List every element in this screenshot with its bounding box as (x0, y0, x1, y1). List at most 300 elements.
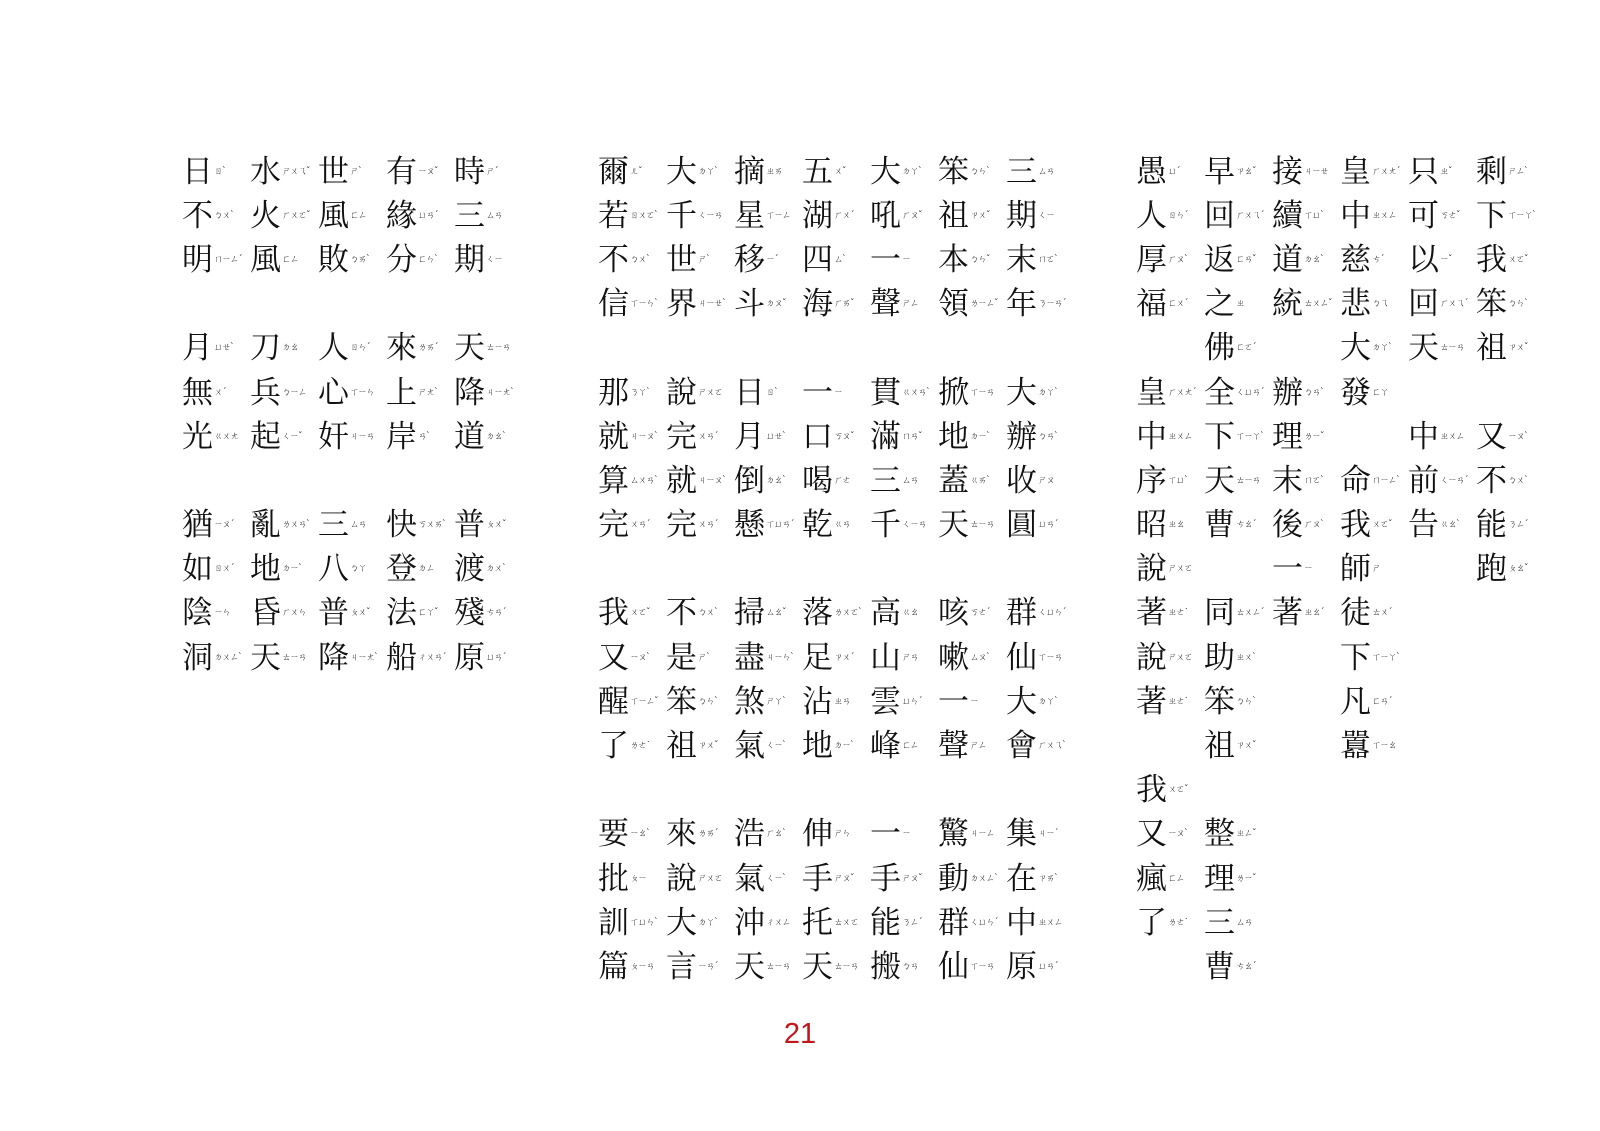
zhuyin-annotation: ㄈㄚˇ (418, 608, 438, 619)
character-cell (598, 945, 655, 989)
zhuyin-annotation: ㄗㄨˇ (698, 741, 718, 752)
character-cell (1204, 371, 1264, 415)
hanzi-character: 大 (666, 904, 697, 941)
character-cell (1204, 592, 1264, 636)
zhuyin-annotation: ㄑㄧㄢ (698, 210, 723, 221)
text-column (802, 150, 862, 990)
hanzi-character: 曹 (1204, 948, 1235, 985)
character-cell (182, 504, 234, 548)
hanzi-character: 本 (938, 241, 969, 278)
zhuyin-annotation: ㄒㄧㄢ (970, 387, 995, 398)
character-cell (1272, 504, 1324, 548)
zhuyin-annotation: ㄐㄧㄣˋ (766, 652, 794, 663)
hanzi-character: 年 (1006, 286, 1037, 323)
zhuyin-annotation: ㄈㄥ (282, 254, 299, 265)
zhuyin-annotation: ㄏㄡˋ (1304, 520, 1324, 531)
stanza-gap (250, 459, 292, 503)
character-cell (1136, 459, 1188, 503)
hanzi-character: 收 (1006, 462, 1037, 499)
stanza-gap (1476, 371, 1518, 415)
character-cell (734, 459, 786, 503)
hanzi-character: 摘 (734, 153, 765, 190)
hanzi-character: 洞 (182, 639, 213, 676)
hanzi-character: 助 (1204, 639, 1235, 676)
hanzi-character: 說 (666, 374, 697, 411)
hanzi-character: 三 (1006, 153, 1037, 190)
hanzi-character: 原 (454, 639, 485, 676)
hanzi-character: 月 (182, 330, 213, 367)
zhuyin-annotation: ㄕㄚˋ (766, 696, 786, 707)
character-cell (1476, 504, 1528, 548)
character-cell (1136, 592, 1188, 636)
character-cell (938, 813, 995, 857)
zhuyin-annotation: ㄏㄨㄟˊ (1236, 210, 1264, 221)
hanzi-character: 返 (1204, 241, 1235, 278)
character-cell (1408, 150, 1450, 194)
hanzi-character: 降 (318, 639, 349, 676)
zhuyin-annotation: ㄧ (834, 387, 843, 398)
stanza-gap (182, 283, 224, 327)
character-cell (666, 283, 726, 327)
zhuyin-annotation: ㄉㄡˇ (766, 299, 786, 310)
stanza-gap (666, 327, 708, 371)
zhuyin-annotation: ㄔㄨㄢˊ (418, 652, 446, 663)
hanzi-character: 是 (666, 639, 697, 676)
character-cell (182, 415, 239, 459)
hanzi-character: 水 (250, 153, 281, 190)
hanzi-character: 之 (1204, 286, 1235, 323)
character-cell (938, 150, 990, 194)
character-cell (666, 459, 726, 503)
zhuyin-annotation: ㄇㄛˋ (1038, 254, 1058, 265)
hanzi-character: 那 (598, 374, 629, 411)
character-cell (938, 371, 995, 415)
hanzi-character: 能 (870, 904, 901, 941)
character-cell (802, 636, 854, 680)
character-cell (1204, 238, 1256, 282)
hanzi-character: 仙 (1006, 639, 1037, 676)
hanzi-character: 訓 (598, 904, 629, 941)
zhuyin-annotation: ㄇㄧㄥˋ (1372, 475, 1400, 486)
hanzi-character: 群 (1006, 595, 1037, 632)
hanzi-character: 要 (598, 816, 629, 853)
hanzi-character: 三 (1204, 904, 1235, 941)
character-cell (666, 813, 718, 857)
zhuyin-annotation: ㄗㄞˋ (1038, 873, 1058, 884)
zhuyin-annotation: ㄓㄨㄥ (1372, 210, 1397, 221)
stanza-gap (870, 327, 912, 371)
character-cell (386, 636, 446, 680)
stanza-gap (598, 769, 640, 813)
hanzi-character: 剩 (1476, 153, 1507, 190)
character-cell (598, 636, 650, 680)
character-cell (598, 857, 647, 901)
hanzi-character: 動 (938, 860, 969, 897)
zhuyin-annotation: ㄨㄛˇ (1508, 254, 1528, 265)
hanzi-character: 命 (1340, 462, 1371, 499)
zhuyin-annotation: ㄖˋ (214, 166, 226, 177)
character-cell (938, 459, 990, 503)
zhuyin-annotation: ㄅㄨˋ (698, 608, 718, 619)
zhuyin-annotation: ㄊㄨˊ (1372, 608, 1392, 619)
character-cell (1006, 592, 1066, 636)
zhuyin-annotation: ㄩㄢˊ (418, 210, 438, 221)
zhuyin-annotation: ㄌㄧㄥˇ (970, 299, 998, 310)
zhuyin-annotation: ㄉㄨㄥˋ (214, 652, 242, 663)
stanza-gap (1136, 724, 1178, 768)
hanzi-character: 瘋 (1136, 860, 1167, 897)
zhuyin-annotation: ㄙˋ (834, 254, 846, 265)
character-cell (1204, 680, 1256, 724)
zhuyin-annotation: ㄨˊ (214, 387, 226, 398)
hanzi-character: 上 (386, 374, 417, 411)
character-cell (802, 238, 844, 282)
zhuyin-annotation: ㄍㄢ (834, 520, 851, 531)
zhuyin-annotation: ㄈㄥ (1168, 873, 1185, 884)
zhuyin-annotation: ㄈㄚ (1372, 387, 1389, 398)
hanzi-character: 說 (1136, 551, 1167, 588)
zhuyin-annotation: ㄧ (1304, 564, 1313, 575)
hanzi-character: 三 (318, 507, 349, 544)
hanzi-character: 仙 (938, 948, 969, 985)
character-cell (598, 194, 658, 238)
stanza-gap (454, 459, 496, 503)
hanzi-character: 期 (1006, 197, 1037, 234)
stanza-gap (1204, 769, 1246, 813)
zhuyin-annotation: ㄩㄝˋ (766, 431, 786, 442)
zhuyin-annotation: ㄨˇ (834, 166, 846, 177)
zhuyin-annotation: ㄌㄧˇ (1236, 873, 1256, 884)
character-cell (1136, 194, 1188, 238)
hanzi-character: 整 (1204, 816, 1235, 853)
character-cell (870, 592, 919, 636)
character-cell (318, 415, 375, 459)
zhuyin-annotation: ㄅㄣˋ (698, 696, 718, 707)
zhuyin-annotation: ㄕˊ (486, 166, 498, 177)
zhuyin-annotation: ㄐㄧㄡˋ (698, 475, 726, 486)
zhuyin-annotation: ㄊㄧㄢ (1440, 343, 1465, 354)
zhuyin-annotation: ㄧˊ (766, 254, 778, 265)
zhuyin-annotation: ㄇㄛˋ (1304, 475, 1324, 486)
character-cell (1408, 415, 1465, 459)
zhuyin-annotation: ㄧㄢˊ (698, 961, 718, 972)
hanzi-character: 氣 (734, 728, 765, 765)
character-cell (734, 283, 786, 327)
hanzi-character: 風 (250, 241, 281, 278)
hanzi-character: 笨 (666, 683, 697, 720)
character-cell (666, 504, 718, 548)
character-cell (802, 945, 859, 989)
character-cell (734, 150, 783, 194)
zhuyin-annotation: ㄗㄠˇ (1236, 166, 1256, 177)
stanza-gap (734, 548, 776, 592)
zhuyin-annotation: ㄊㄧㄢ (834, 961, 859, 972)
zhuyin-annotation: ㄏㄨㄛˇ (282, 210, 310, 221)
zhuyin-annotation: ㄅㄨˋ (214, 210, 234, 221)
zhuyin-annotation: ㄊㄨㄛ (834, 917, 859, 928)
zhuyin-annotation: ㄏㄨㄟˊ (1440, 299, 1468, 310)
character-cell (454, 327, 511, 371)
character-cell (598, 680, 658, 724)
zhuyin-annotation: ㄉㄚˋ (698, 166, 718, 177)
character-cell (734, 371, 776, 415)
hanzi-character: 八 (318, 551, 349, 588)
hanzi-character: 能 (1476, 507, 1507, 544)
zhuyin-annotation: ㄌㄞˊ (698, 829, 718, 840)
character-cell (1006, 945, 1058, 989)
zhuyin-annotation: ㄅㄢ (902, 961, 919, 972)
zhuyin-annotation: ㄍㄨㄢˋ (902, 387, 930, 398)
zhuyin-annotation: ㄔㄨㄥ (766, 917, 791, 928)
hanzi-character: 又 (1476, 418, 1507, 455)
character-cell (870, 724, 919, 768)
character-cell (598, 415, 658, 459)
stanza-gap (938, 327, 980, 371)
zhuyin-annotation: ㄆㄧ (630, 873, 647, 884)
character-cell (666, 945, 718, 989)
zhuyin-annotation: ㄊㄧㄢ (970, 520, 995, 531)
character-cell (386, 592, 438, 636)
character-cell (938, 504, 995, 548)
hanzi-character: 倒 (734, 462, 765, 499)
character-cell (1340, 636, 1400, 680)
hanzi-character: 不 (1476, 462, 1507, 499)
character-cell (1272, 548, 1314, 592)
character-cell (1340, 371, 1389, 415)
stanza-gap (802, 548, 844, 592)
hanzi-character: 著 (1136, 683, 1167, 720)
hanzi-character: 不 (598, 241, 629, 278)
zhuyin-annotation: ㄅㄣˋ (1236, 696, 1256, 707)
hanzi-character: 領 (938, 286, 969, 323)
hanzi-character: 普 (318, 595, 349, 632)
hanzi-character: 不 (666, 595, 697, 632)
zhuyin-annotation: ㄐㄧㄥ (970, 829, 995, 840)
hanzi-character: 完 (666, 418, 697, 455)
text-column (1204, 150, 1264, 990)
hanzi-character: 天 (938, 507, 969, 544)
stanza-gap (386, 283, 428, 327)
hanzi-character: 移 (734, 241, 765, 278)
hanzi-character: 篇 (598, 948, 629, 985)
hanzi-character: 千 (870, 507, 901, 544)
zhuyin-annotation: ㄗㄨˇ (1236, 741, 1256, 752)
zhuyin-annotation: ㄓㄞ (766, 166, 783, 177)
text-block-middle (598, 150, 1066, 990)
zhuyin-annotation: ㄉㄠˋ (1304, 254, 1324, 265)
zhuyin-annotation: ㄑㄩㄢˊ (1236, 387, 1264, 398)
hanzi-character: 大 (1340, 330, 1371, 367)
zhuyin-annotation: ㄑㄧˇ (282, 431, 302, 442)
character-cell (1272, 238, 1324, 282)
zhuyin-annotation: ㄒㄩˋ (1168, 475, 1188, 486)
hanzi-character: 一 (870, 816, 901, 853)
hanzi-character: 說 (666, 860, 697, 897)
character-cell (870, 194, 922, 238)
zhuyin-annotation: ㄘㄠˊ (1236, 520, 1256, 531)
zhuyin-annotation: ㄒㄧㄚˋ (1508, 210, 1536, 221)
hanzi-character: 咳 (938, 595, 969, 632)
zhuyin-annotation: ㄅㄟ (1372, 299, 1389, 310)
hanzi-character: 醒 (598, 683, 629, 720)
character-cell (870, 504, 927, 548)
zhuyin-annotation: ㄅㄨˋ (1508, 475, 1528, 486)
character-cell (598, 592, 650, 636)
character-cell (1476, 194, 1536, 238)
zhuyin-annotation: ㄨㄛˇ (1168, 785, 1188, 796)
character-cell (938, 238, 990, 282)
character-cell (734, 813, 786, 857)
stanza-gap (1204, 548, 1246, 592)
character-cell (734, 194, 791, 238)
character-cell (1272, 592, 1324, 636)
character-cell (666, 371, 723, 415)
hanzi-character: 回 (1408, 286, 1439, 323)
hanzi-character: 統 (1272, 286, 1303, 323)
hanzi-character: 山 (870, 639, 901, 676)
character-cell (1136, 504, 1185, 548)
hanzi-character: 風 (318, 197, 349, 234)
zhuyin-annotation: ㄕㄢ (902, 652, 919, 663)
zhuyin-annotation: ㄐㄧˊ (1038, 829, 1058, 840)
character-cell (870, 813, 912, 857)
zhuyin-annotation: ㄓ (1236, 299, 1245, 310)
hanzi-character: 續 (1272, 197, 1303, 234)
character-cell (938, 636, 990, 680)
zhuyin-annotation: ㄍㄠˋ (1440, 520, 1460, 531)
zhuyin-annotation: ㄎㄜˊ (970, 608, 990, 619)
zhuyin-annotation: ㄕㄤˋ (418, 387, 438, 398)
character-cell (1340, 680, 1392, 724)
zhuyin-annotation: ㄑㄩㄣˊ (970, 917, 998, 928)
character-cell (250, 371, 307, 415)
character-cell (1272, 371, 1324, 415)
hanzi-character: 大 (870, 153, 901, 190)
hanzi-character: 完 (666, 507, 697, 544)
hanzi-character: 盡 (734, 639, 765, 676)
hanzi-character: 嗽 (938, 639, 969, 676)
zhuyin-annotation: ㄓˇ (1440, 166, 1452, 177)
character-cell (598, 371, 650, 415)
zhuyin-annotation: ㄕㄨㄛ (1168, 564, 1193, 575)
character-cell (598, 150, 640, 194)
hanzi-character: 天 (250, 639, 281, 676)
zhuyin-annotation: ㄉㄨˋ (486, 564, 506, 575)
zhuyin-annotation: ㄧㄡˋ (1508, 431, 1528, 442)
character-cell (1136, 813, 1188, 857)
zhuyin-annotation: ㄕˋ (698, 254, 710, 265)
stanza-gap (938, 769, 980, 813)
zhuyin-annotation: ㄧ (902, 254, 911, 265)
zhuyin-annotation: ㄈㄥ (350, 210, 367, 221)
stanza-gap (318, 283, 360, 327)
hanzi-character: 群 (938, 904, 969, 941)
character-cell (182, 150, 224, 194)
character-cell (666, 415, 718, 459)
zhuyin-annotation: ㄧㄡˋ (630, 652, 650, 663)
zhuyin-annotation: ㄘㄠˊ (1236, 961, 1256, 972)
zhuyin-annotation: ㄗㄨˇ (1508, 343, 1528, 354)
zhuyin-annotation: ㄏㄠˋ (766, 829, 786, 840)
hanzi-character: 法 (386, 595, 417, 632)
zhuyin-annotation: ㄉㄥ (418, 564, 435, 575)
stanza-gap (1006, 548, 1048, 592)
zhuyin-annotation: ㄏㄨˊ (834, 210, 854, 221)
character-cell (870, 680, 922, 724)
hanzi-character: 祖 (938, 197, 969, 234)
character-cell (318, 150, 360, 194)
stanza-gap (598, 548, 640, 592)
zhuyin-annotation: ㄕ (1372, 564, 1381, 575)
zhuyin-annotation: ㄐㄧㄤˋ (486, 387, 514, 398)
zhuyin-annotation: ㄩㄢˊ (1038, 520, 1058, 531)
character-cell (1006, 283, 1066, 327)
hanzi-character: 奸 (318, 418, 349, 455)
hanzi-character: 皇 (1136, 374, 1167, 411)
character-cell (598, 504, 650, 548)
zhuyin-annotation: ㄕˋ (698, 652, 710, 663)
zhuyin-annotation: ㄐㄧㄝˋ (698, 299, 726, 310)
zhuyin-annotation: ㄇㄧㄥˊ (214, 254, 242, 265)
character-cell (386, 504, 446, 548)
zhuyin-annotation: ㄋㄧㄢˊ (1038, 299, 1066, 310)
zhuyin-annotation: ㄍㄞˋ (970, 475, 990, 486)
hanzi-character: 在 (1006, 860, 1037, 897)
character-cell (938, 901, 998, 945)
hanzi-character: 世 (666, 241, 697, 278)
stanza-gap (250, 283, 292, 327)
character-cell (870, 636, 919, 680)
zhuyin-annotation: ㄏㄨㄣ (282, 608, 307, 619)
hanzi-character: 氣 (734, 860, 765, 897)
stanza-gap (870, 548, 912, 592)
hanzi-character: 明 (182, 241, 213, 278)
character-cell (1006, 636, 1063, 680)
character-cell (1476, 150, 1528, 194)
hanzi-character: 接 (1272, 153, 1303, 190)
character-cell (250, 636, 307, 680)
hanzi-character: 世 (318, 153, 349, 190)
hanzi-character: 末 (1272, 462, 1303, 499)
character-cell (1340, 504, 1392, 548)
hanzi-character: 湖 (802, 197, 833, 234)
zhuyin-annotation: ㄖㄨㄛˋ (630, 210, 658, 221)
text-column (250, 150, 310, 680)
hanzi-character: 沾 (802, 683, 833, 720)
zhuyin-annotation: ㄏㄜ (834, 475, 851, 486)
hanzi-character: 浩 (734, 816, 765, 853)
zhuyin-annotation: ㄩˊ (1168, 166, 1180, 177)
zhuyin-annotation: ㄉㄚˋ (902, 166, 922, 177)
hanzi-character: 一 (870, 241, 901, 278)
text-column (734, 150, 794, 990)
hanzi-character: 祖 (1476, 330, 1507, 367)
hanzi-character: 言 (666, 948, 697, 985)
hanzi-character: 峰 (870, 728, 901, 765)
zhuyin-annotation: ㄓㄜ˙ (1168, 608, 1188, 619)
zhuyin-annotation: ㄏㄞˇ (834, 299, 854, 310)
character-cell (938, 415, 990, 459)
character-cell (870, 238, 912, 282)
hanzi-character: 祖 (666, 728, 697, 765)
zhuyin-annotation: ㄙㄢ (1038, 166, 1055, 177)
hanzi-character: 前 (1408, 462, 1439, 499)
zhuyin-annotation: ㄅㄢˋ (1038, 431, 1058, 442)
hanzi-character: 師 (1340, 551, 1371, 588)
text-column (870, 150, 930, 990)
hanzi-character: 福 (1136, 286, 1167, 323)
zhuyin-annotation: ㄒㄧㄣ (350, 387, 375, 398)
